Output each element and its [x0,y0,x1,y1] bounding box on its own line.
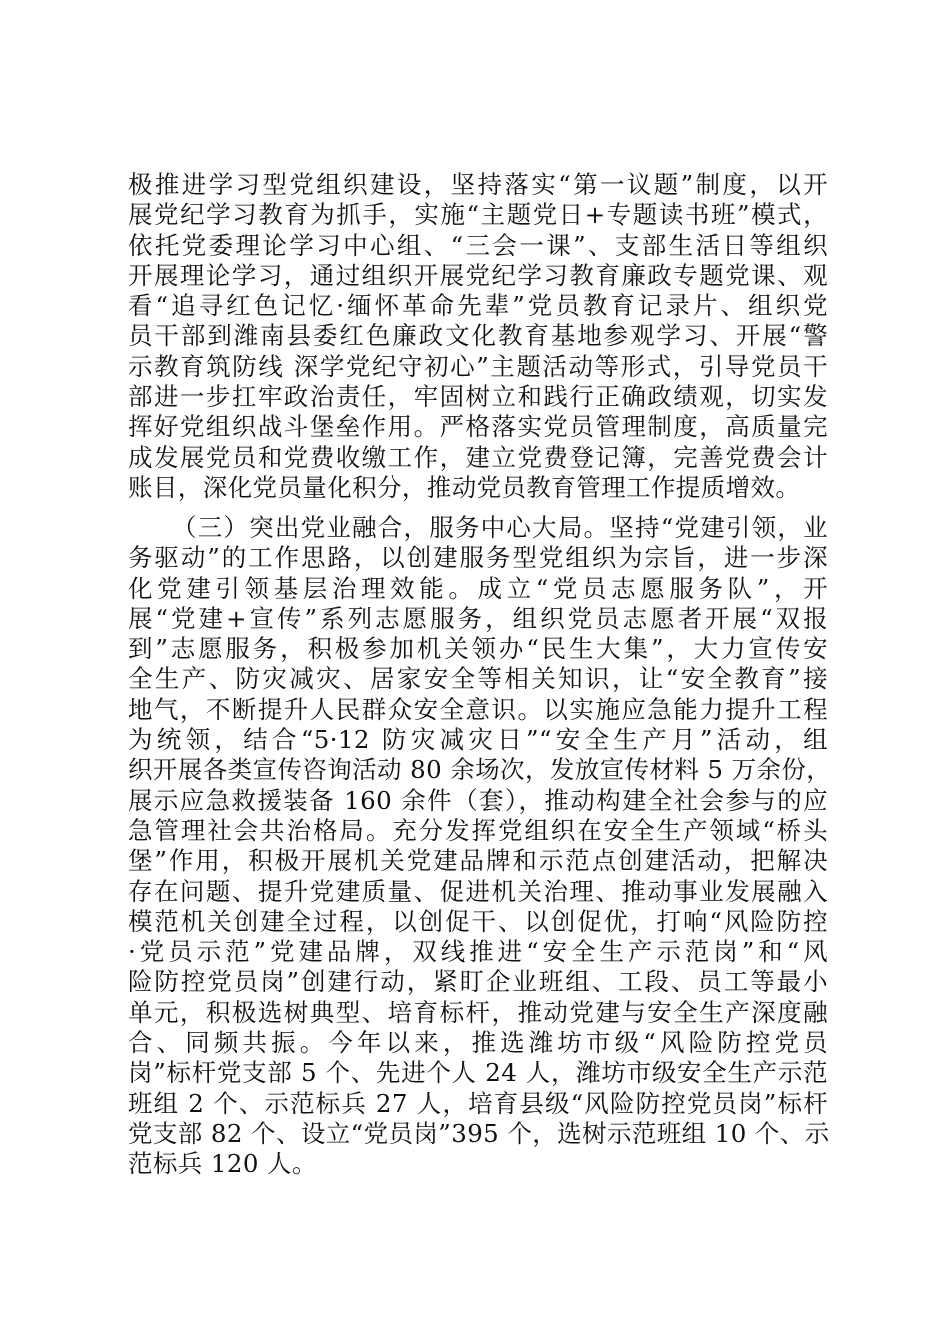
text-line: 存在问题、提升党建质量、促进机关治理、推动事业发展融入 [128,876,828,906]
text-line: 展党纪学习教育为抓手，实施“主题党日+专题读书班”模式， [128,200,828,230]
paragraph-party-business-integration [128,513,832,1180]
text-line: 账目，深化党员量化积分，推动党员教育管理工作提质增效。 [128,472,801,502]
text-line: 险防控党员岗”创建行动，紧盯企业班组、工段、员工等最小 [128,967,828,997]
text-line: 班组 2 个、示范标兵 27 人，培育县级“风险防控党员岗”标杆 [128,1088,828,1118]
text-line: 依托党委理论学习中心组、“三会一课”、支部生活日等组织 [128,230,828,260]
section-heading-line: （三）突出党业融合，服务中心大局。坚持“党建引领，业 [172,513,828,542]
text-line: 范标兵 120 人。 [128,1149,317,1179]
text-line: 为统领，结合“5·12 防灾减灾日”“安全生产月”活动，组 [128,725,828,755]
text-line: 化党建引领基层治理效能。成立“党员志愿服务队”，开 [128,573,828,603]
text-line: 急管理社会共治格局。充分发挥党组织在安全生产领域“桥头 [128,815,828,845]
text-line: 岗”标杆党支部 5 个、先进个人 24 人，潍坊市级安全生产示范 [128,1058,828,1088]
paragraph-party-learning [128,170,828,503]
text-line: 挥好党组织战斗堡垒作用。严格落实党员管理制度，高质量完 [128,412,828,442]
text-line: 合、同频共振。今年以来，推选潍坊市级“风险防控党员 [128,1028,828,1058]
text-line: 极推进学习型党组织建设，坚持落实“第一议题”制度，以开 [128,170,828,199]
text-line: 展“党建+宣传”系列志愿服务，组织党员志愿者开展“双报 [128,603,828,633]
text-line: 单元，积极选树典型、培育标杆，推动党建与安全生产深度融 [128,997,828,1027]
text-line: 看“追寻红色记忆·缅怀革命先辈”党员教育记录片、组织党 [128,291,828,321]
text-line: 部进一步扛牢政治责任，牢固树立和践行正确政绩观，切实发 [128,382,828,412]
text-line: 全生产、防灾减灾、居家安全等相关知识，让“安全教育”接 [128,664,828,694]
text-line: 地气，不断提升人民群众安全意识。以实施应急能力提升工程 [128,694,828,724]
text-line: 党支部 82 个、设立“党员岗”395 个，选树示范班组 10 个、示 [128,1118,830,1148]
text-line: 示教育筑防线 深学党纪守初心”主题活动等形式，引导党员干 [128,351,828,381]
text-line: 到”志愿服务，积极参加机关领办“民生大集”，大力宣传安 [128,634,828,664]
text-line: 员干部到潍南县委红色廉政文化教育基地参观学习、开展“警 [128,321,828,351]
text-line: 开展理论学习，通过组织开展党纪学习教育廉政专题党课、观 [128,260,828,290]
text-line: 成发展党员和党费收缴工作，建立党费登记簿，完善党费会计 [128,442,828,472]
text-line: ·党员示范”党建品牌，双线推进“安全生产示范岗”和“风 [128,937,828,967]
text-line: 模范机关创建全过程，以创促干、以创促优，打响“风险防控 [128,906,828,936]
text-line: 务驱动”的工作思路，以创建服务型党组织为宗旨，进一步深 [128,543,828,573]
text-line: 展示应急救援装备 160 余件（套），推动构建全社会参与的应 [128,785,828,815]
text-line: 堡”作用，积极开展机关党建品牌和示范点创建活动，把解决 [128,846,828,876]
text-line: 织开展各类宣传咨询活动 80 余场次，发放宣传材料 5 万余份， [128,755,832,785]
